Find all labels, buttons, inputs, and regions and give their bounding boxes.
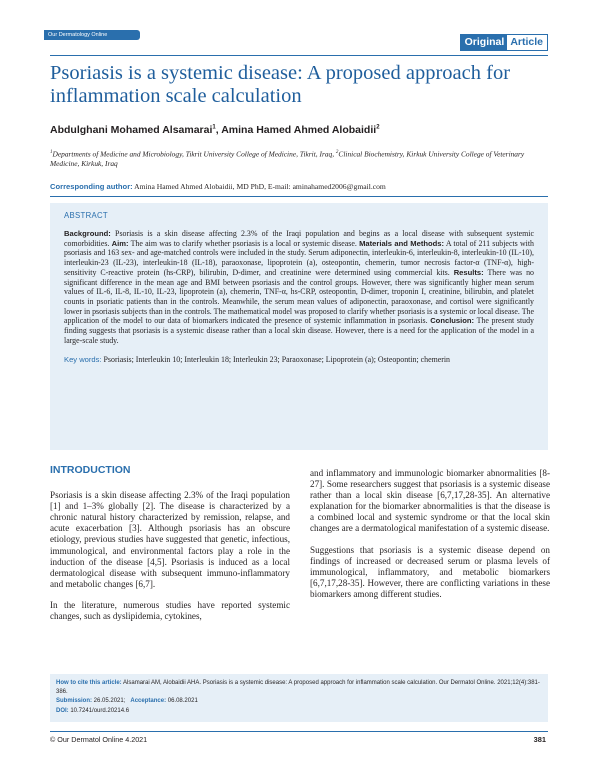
abstract-heading: ABSTRACT <box>64 211 108 220</box>
corresponding-author-text: Amina Hamed Ahmed Alobaidii, MD PhD, E-mail: aminahamed2006@gmail.com <box>132 182 386 191</box>
journal-name-tab: Our Dermatology Online <box>44 30 140 40</box>
body-column-left <box>50 465 290 632</box>
header-divider <box>50 55 548 56</box>
abstract-box <box>50 203 548 450</box>
keywords-text: Psoriasis; Interleukin 10; Interleukin 18; Interleukin 23; Paraoxonase; Lipoprotein (a); Osteopontin; chemerin <box>101 355 450 365</box>
acceptance-date: 06.08.2021 <box>166 698 198 705</box>
abstract-methods: A total of 211 subjects with psoriasis and 163 sex- and age-matched controls were included in the study. Serum adiponectin, interleukin-6, interleukin-8, interleukin-10 (IL-10), interleukin-23 (IL-23), interleukin-18 (IL-18), paraoxonase, lipoprotein (a), osteopontin, chemerin, tumor necrosis factor-α (TNF-α), high-sensitivity C-reactive protein (hs-CRP), bilirubin, D-dimer, and creatinine were determined using commercial kits. <box>64 238 534 277</box>
footer-divider <box>50 731 548 732</box>
body-paragraph: In the literature, numerous studies have reported systemic changes, such as dyslipidemia, cytokines, <box>50 599 290 622</box>
footer-copyright: © Our Dermatol Online 4.2021 <box>50 735 148 744</box>
how-to-cite-label: How to cite this article: <box>56 680 122 686</box>
abstract-methods-label: Materials and Methods: <box>359 238 445 248</box>
author-affiliation-mark: 1 <box>212 124 216 131</box>
affiliation-text: Departments of Medicine and Microbiology, Tikrit University College of Medicine, Tikrit, Iraq, <box>52 149 336 159</box>
keywords-label: Key words: <box>64 355 102 365</box>
submission-label: Submission: <box>56 698 93 705</box>
affiliation-mark: 1 <box>50 150 53 155</box>
author-name: Amina Hamed Ahmed Alobaidii <box>221 124 377 136</box>
abstract-background-label: Background: <box>64 229 111 238</box>
body-column-right <box>310 468 550 610</box>
author-affiliation-mark: 2 <box>376 124 380 131</box>
how-to-cite-text: Alsamarai AM, Alobaidii AHA. Psoriasis is a systemic disease: A proposed approach for inflammation scale calculation. Our Dermatol Online. 2021;12(4):381-386. <box>56 680 540 696</box>
doi-link[interactable]: 10.7241/ourd.20214.6 <box>68 707 130 714</box>
citation-box <box>50 674 548 722</box>
abstract-background: Psoriasis is a skin disease affecting 2.3% of the Iraqi population and begins as a local disease with subsequent systemic comorbidities. <box>64 229 534 248</box>
keywords <box>64 355 534 365</box>
abstract-aim-label: Aim: <box>111 238 129 248</box>
affiliation-text: Clinical Biochemistry, Kirkuk University College of Veterinary Medicine, Kirkuk, Iraq <box>50 149 525 169</box>
article-type-badge <box>460 34 548 51</box>
abstract-conclusion: The present study finding suggests that psoriasis is a systemic disease rather than a local skin disease. However, there is a need for the application of the model in a large-scale study. <box>64 316 534 345</box>
introduction-heading: INTRODUCTION <box>50 464 131 476</box>
abstract-results: There was no significant difference in the mean age and BMI between psoriasis and the control groups. However, there was significantly higher mean serum values of IL-6, IL-8, IL-10, IL-23, lipoprotein (a), chemerin, TNF-α, hs-CRP, osteopontin, D-dimer, troponin I, creatinine, bilirubin, and platelet counts in psoriatic patients than in the controls. Meanwhile, the serum mean values of adiponectin, paraoxonase, and cortisol were significantly lower in psoriasis subjects than in the controls. The mathematical model was proposed to clarify whether psoriasis is a systemic or local disease. The application of the model to our data of biomarkers indicated the presence of systemic inflammation in psoriasis. <box>64 267 534 326</box>
article-type-part1: Original <box>461 35 508 50</box>
doi-label: DOI: <box>56 707 69 714</box>
abstract-conclusion-label: Conclusion: <box>430 316 475 326</box>
corresponding-author-label: Corresponding author: <box>50 182 133 191</box>
abstract-aim: The aim was to clarify whether psoriasis is a local or systemic disease. <box>128 238 360 248</box>
submission-dates <box>56 697 542 706</box>
author-list <box>50 124 550 136</box>
submission-date: 26.05.2021; <box>92 698 131 705</box>
body-paragraph: and inflammatory and immunologic biomarker abnormalities [8-27]. Some researchers suggest that psoriasis is a systemic disease rather than a local skin disease [6,7,17,28-35]. An alternative explanation for the biomarker abnormalities is that the disease is a combined local and systemic syndrome or that the local skin changes are a dermatological manifestation of a systemic disease. <box>310 468 550 534</box>
affiliation-mark: 2 <box>335 150 339 155</box>
abstract-results-label: Results: <box>453 267 484 277</box>
doi-line <box>56 707 542 716</box>
corresponding-author <box>50 182 550 191</box>
author-name: Abdulghani Mohamed Alsamarai <box>50 124 213 136</box>
corresponding-divider <box>50 196 548 197</box>
affiliations <box>50 148 550 169</box>
how-to-cite <box>56 679 542 697</box>
author-separator: , <box>215 124 222 136</box>
article-type-part2: Article <box>510 36 543 48</box>
page-number: 381 <box>533 735 546 744</box>
body-paragraph: Psoriasis is a skin disease affecting 2.3% of the Iraqi population [1] and 1–3% globally [2]. The disease is characterized by a chronic natural history characterized by remission, relapse, and acute exacerbation [3]. Although psoriasis has an obscure etiology, previous studies have suggested that genetic, infectious, immunological, and environmental factors play a role in the induction of the disease [4,5]. Psoriasis is induced as a local dermatological disease with subsequent immuno-inflammatory and metabolic changes [6,7]. <box>50 490 290 589</box>
article-title: Psoriasis is a systemic disease: A proposed approach for inflammation scale calculation <box>50 62 511 107</box>
acceptance-label: Acceptance: <box>130 698 167 705</box>
body-paragraph: Suggestions that psoriasis is a systemic disease depend on findings of increased or decreased serum or plasma levels of immunological, inflammatory, and metabolic biomarkers [6,7,17,28-35]. However, there are conflicting variations in these biomarkers among different studies. <box>310 544 550 599</box>
abstract-text <box>64 229 534 345</box>
